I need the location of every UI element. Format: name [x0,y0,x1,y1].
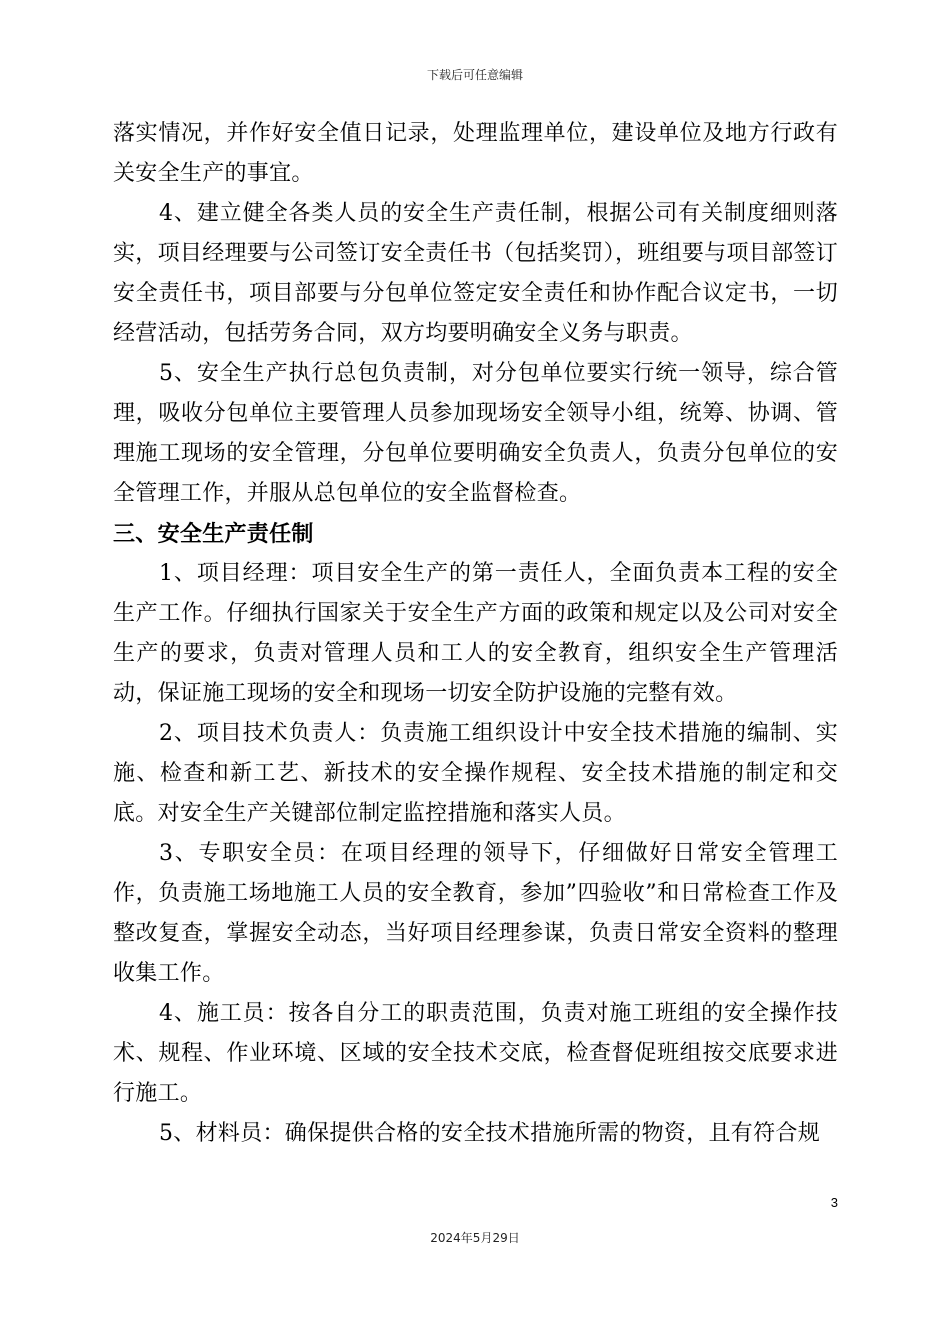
page-number: 3 [830,1195,838,1210]
page-header: 下载后可任意编辑 [426,68,523,82]
paragraph-materials-staff: 5、材料员：确保提供合格的安全技术措施所需的物资，且有符合规 [159,1121,820,1146]
section-heading: 三、安全生产责任制 [113,521,314,547]
document-body [113,114,838,1154]
paragraph-item-5: 5、安全生产执行总包负责制，对分包单位要实行统一领导，综合管理，吸收分包单位主要管理人员参加现场安全领导小组，统筹、协调、管理施工现场的安全管理，分包单位要明确安全负责人，负责分包单位的安全管理工作，并服从总包单位的安全监督检查。 [113,361,838,506]
paragraph-technical-lead: 2、项目技术负责人：负责施工组织设计中安全技术措施的编制、实施、检查和新工艺、新技术的安全操作规程、安全技术措施的制定和交底。对安全生产关键部位制定监控措施和落实人员。 [113,721,838,826]
paragraph-safety-officer: 3、专职安全员：在项目经理的领导下，仔细做好日常安全管理工作，负责施工场地施工人员的安全教育，参加”四验收”和日常检查工作及整改复查，掌握安全动态，当好项目经理参谋，负责日常安全资料的整理收集工作。 [113,841,838,986]
paragraph-continuation: 落实情况，并作好安全值日记录，处理监理单位，建设单位及地方行政有关安全生产的事宜。 [113,121,838,186]
page-footer-date: 2024年5月29日 [430,1231,520,1245]
paragraph-item-4: 4、建立健全各类人员的安全生产责任制，根据公司有关制度细则落实，项目经理要与公司签订安全责任书（包括奖罚），班组要与项目部签订安全责任书，项目部要与分包单位签定安全责任和协作配合议定书，一切经营活动，包括劳务合同，双方均要明确安全义务与职责。 [113,201,838,346]
paragraph-construction-staff: 4、施工员：按各自分工的职责范围，负责对施工班组的安全操作技术、规程、作业环境、区域的安全技术交底，检查督促班组按交底要求进行施工。 [113,1001,838,1106]
paragraph-project-manager: 1、项目经理：项目安全生产的第一责任人，全面负责本工程的安全生产工作。仔细执行国家关于安全生产方面的政策和规定以及公司对安全生产的要求，负责对管理人员和工人的安全教育，组织安全生产管理活动，保证施工现场的安全和现场一切安全防护设施的完整有效。 [113,561,838,706]
